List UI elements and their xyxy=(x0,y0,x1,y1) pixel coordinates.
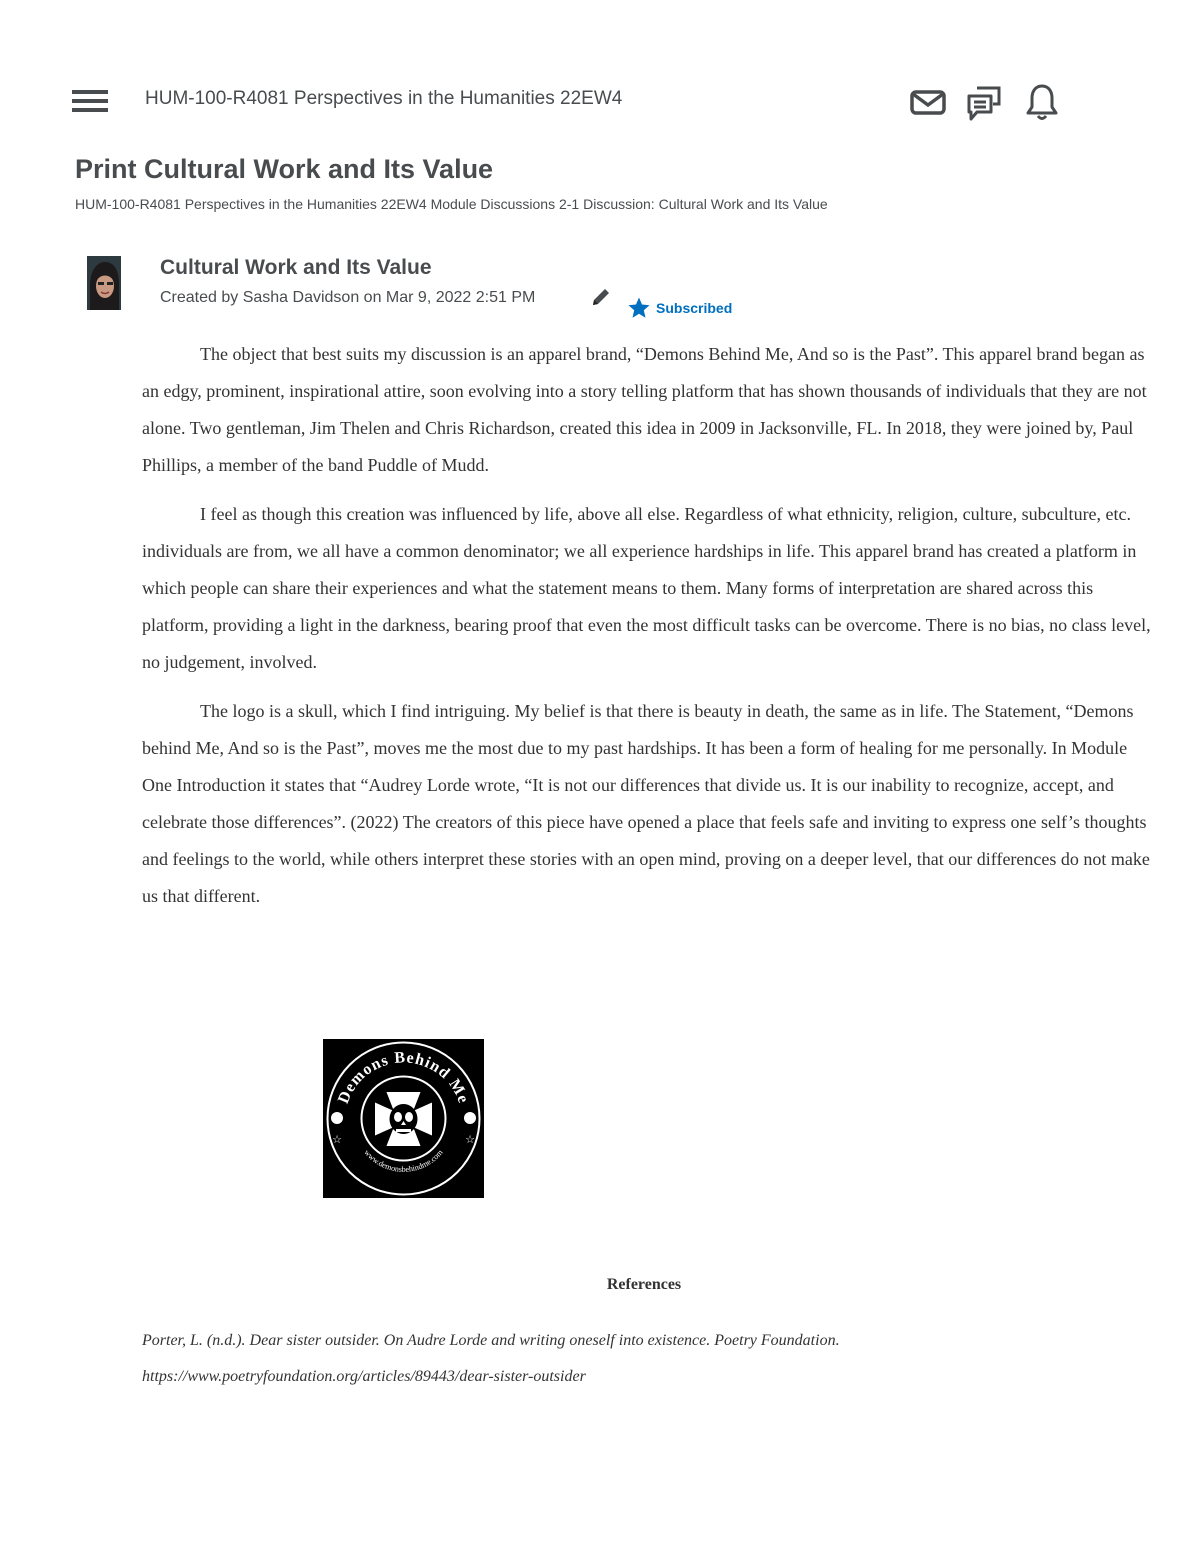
top-navbar xyxy=(0,0,1200,140)
avatar[interactable] xyxy=(87,256,121,310)
toolbar-icons xyxy=(908,82,1068,122)
reference-entry: Porter, L. (n.d.). Dear sister outsider. On Audre Lorde and writing oneself into existence. Poetry Foundation. https://www.poetryfoundation.org/articles/89443/dear-sister-outsider xyxy=(142,1332,840,1385)
logo-top-text: Demons Behind Me xyxy=(335,1049,472,1107)
chat-icon[interactable] xyxy=(965,82,1005,122)
star-icon xyxy=(627,296,651,320)
breadcrumb[interactable]: HUM-100-R4081 Perspectives in the Humanities 22EW4 Module Discussions 2-1 Discussion: Cultural Work and Its Value xyxy=(75,196,828,212)
bell-icon[interactable] xyxy=(1022,82,1062,122)
subscribed-button[interactable] xyxy=(627,296,732,320)
page-title: Print Cultural Work and Its Value xyxy=(75,154,494,184)
menu-icon[interactable] xyxy=(72,90,108,114)
references-heading: References xyxy=(606,1276,682,1293)
post-paragraph: The logo is a skull, which I find intriguing. My belief is that there is beauty in death, the same as in life. The Statement, “Demons behind Me, And so is the Past”, moves me the most due to my past hardships. It has been a form of healing for me personally. In Module One Introduction it states that “Audrey Lorde wrote, “It is not our differences that divide us. It is our inability to recognize, accept, and celebrate those differences”. (2022) The creators of this piece have opened a place that feels safe and inviting to express one self’s thoughts and feelings to the world, while others interpret these stories with an open mind, proving on a deeper level, that our differences do not make us that different. xyxy=(142,701,1150,906)
post-body xyxy=(142,336,1152,927)
post-paragraph: The object that best suits my discussion is an apparel brand, “Demons Behind Me, And so is the Past”. This apparel brand began as an edgy, prominent, inspirational attire, soon evolving into a story telling platform that has shown thousands of individuals that they are not alone. Two gentleman, Jim Thelen and Chris Richardson, created this idea in 2009 in Jacksonville, FL. In 2018, they were joined by, Paul Phillips, a member of the band Puddle of Mudd. xyxy=(142,344,1147,475)
subscribed-label: Subscribed xyxy=(656,300,733,316)
svg-text:☆: ☆ xyxy=(332,1134,342,1146)
post-paragraph: I feel as though this creation was influenced by life, above all else. Regardless of what ethnicity, religion, culture, subculture, etc. individuals are from, we all have a common denominator; we all experience hardships in life. This apparel brand has created a platform in which people can share their experiences and what the statement means to them. Many forms of interpretation are shared across this platform, providing a light in the darkness, bearing proof that even the most difficult tasks can be overcome. There is no bias, no class level, no judgement, involved. xyxy=(142,504,1151,672)
logo-bottom-text: www.demonsbehindme.com xyxy=(362,1147,445,1174)
pencil-icon[interactable] xyxy=(590,286,612,308)
post-title: Cultural Work and Its Value xyxy=(160,256,432,279)
post-meta: Created by Sasha Davidson on Mar 9, 2022 2:51 PM xyxy=(160,289,536,306)
demons-behind-me-logo xyxy=(323,1039,484,1198)
mail-icon[interactable] xyxy=(908,82,948,122)
course-title[interactable]: HUM-100-R4081 Perspectives in the Humanities 22EW4 xyxy=(145,88,623,109)
svg-text:☆: ☆ xyxy=(465,1134,475,1146)
